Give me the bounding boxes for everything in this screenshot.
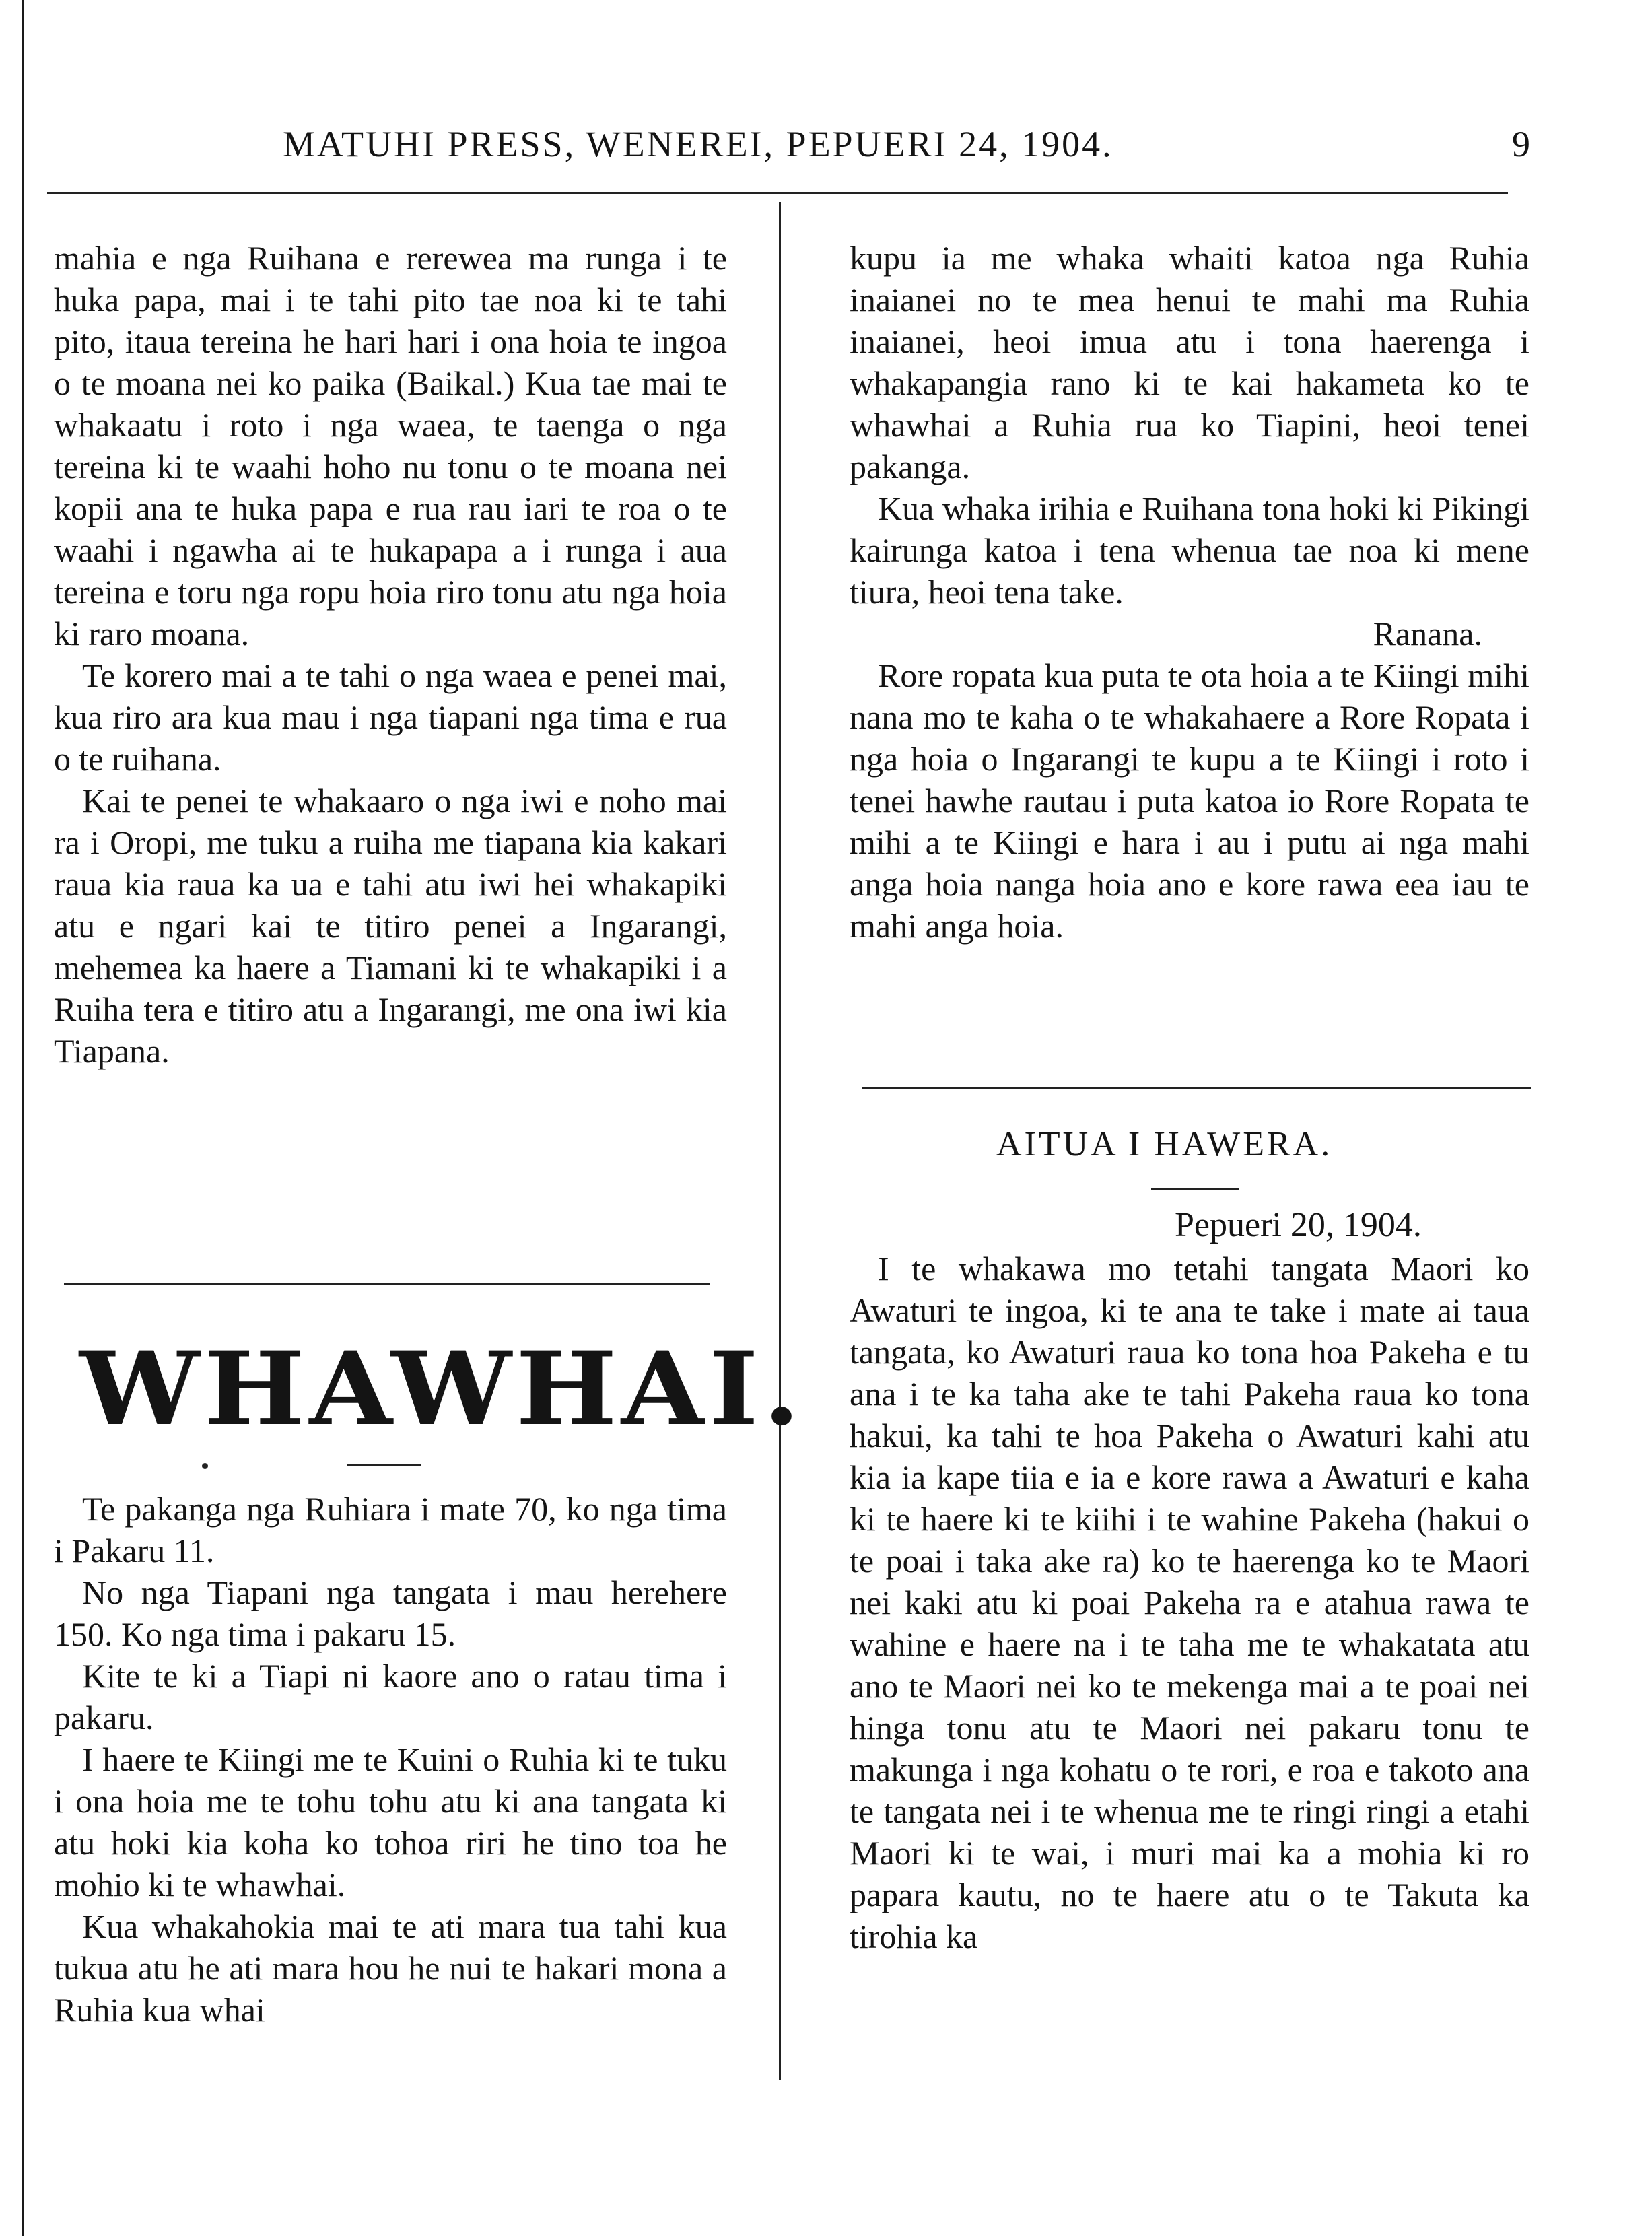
section-title-aitua: AITUA I HAWERA. [996, 1125, 1333, 1163]
left-column-article [54, 237, 727, 1072]
news-paragraph: Kua whakahokia mai te ati mara tua tahi kua tukua atu he ati mara hou he nui te hakari mona a Ruhia kua whai [54, 1907, 727, 2029]
news-paragraph: No nga Tiapani nga tangata i mau herehere 150. Ko nga tima i pakaru 15. [54, 1573, 727, 1653]
ornament-dot [202, 1463, 208, 1469]
left-column-war-news [54, 1488, 727, 2031]
dateline: Pepueri 20, 1904. [1175, 1206, 1422, 1244]
masthead: MATUHI PRESS, WENEREI, PEPUERI 24, 1904. [283, 124, 1113, 164]
article-signature: Ranana. [1373, 615, 1482, 652]
news-paragraph: Te pakanga nga Ruhiara i mate 70, ko nga tima i Pakaru 11. [54, 1490, 727, 1569]
article-paragraph: mahia e nga Ruihana e rerewea ma runga i te huka papa, mai i te tahi pito tae noa ki te tahi pito, itaua tereina he hari hari i ona hoia te ingoa o te moana nei ko paika (Baikal.) Kua tae mai te whakaatu i roto i nga waea, te taenga o nga tereina ki te waahi hoho nu tonu o te moana nei kopii ana te huka papa e rua rau iari te roa o te waahi i ngawha ai te hukapapa a i runga i aua tereina e toru nga ropu hoia riro tonu atu nga hoia ki raro moana. [54, 239, 727, 652]
right-column-aitua [850, 1248, 1529, 1957]
header-rule [47, 192, 1508, 194]
section-rule [64, 1283, 710, 1285]
article-paragraph: Te korero mai a te tahi o nga waea e penei mai, kua riro ara kua mau i nga tiapani nga tima e rua o te ruihana. [54, 656, 727, 778]
news-paragraph: I haere te Kiingi me te Kuini o Ruhia ki te tuku i ona hoia me te tohu tohu atu ki ana tangata ki atu hoki kia koha ko tohoa riri he tino toa he mohio ki te whawhai. [54, 1740, 727, 1903]
article-paragraph: Rore ropata kua puta te ota hoia a te Kiingi mihi nana mo te kaha o te whakahaere a Rore Ropata i nga hoia o Ingarangi te kupu a te Kiingi i roto i tenei hawhe rautau i puta katoa io Rore Ropata te mihi a te Kiingi e hara i au i putu ai nga mahi anga hoia nanga hoia ano e kore rawa eea iau te mahi anga hoia. [850, 656, 1529, 945]
page-number: 9 [1512, 124, 1530, 164]
news-paragraph: Kite te ki a Tiapi ni kaore ano o ratau tima i pakaru. [54, 1657, 727, 1736]
headline-whawhai: WHAWHAI. [79, 1330, 805, 1448]
column-divider [779, 202, 781, 2080]
article-paragraph: Kai te penei te whakaaro o nga iwi e noho mai ra i Oropi, me tuku a ruiha me tiapana kia kakari raua kia raua ka ua e tahi atu iwi hei whakapiki atu e ngari kai te titiro penei a Ingarangi, mehemea ka haere a Tiamani ki te whakapiki i a Ruiha tera e titiro atu a Ingarangi, me ona iwi kia Tiapana. [54, 782, 727, 1070]
article-paragraph: Kua whaka irihia e Ruihana tona hoki ki Pikingi kairunga katoa i tena whenua tae noa ki mene tiura, heoi tena take. [850, 489, 1529, 611]
news-paragraph: I te whakawa mo tetahi tangata Maori ko Awaturi te ingoa, ki te ana te take i mate ai taua tangata, ko Awaturi raua ko tona hoa Pakeha e tu ana i te ka taha ake te tahi Pakeha raua ko tona hakui, ka tahi te hoa Pakeha o Awaturi kahi atu kia ia kape tiia e ia e kore rawa a Awaturi e kaha ki te haere ki te kiihi i te wahine Pakeha (hakui o te poai i taka ake ra) ko te haerenga ko te Maori nei kaki atu ki poai Pakeha ra e atahua rawa te wahine e haere na i te taha me te whakatata atu ano te Maori nei ko te mekenga mai a te poai nei hinga tonu atu te Maori nei pakaru tonu te makunga i nga kohatu o te rori, e roa e takoto ana te tangata nei i te whenua me te ringi ringi a etahi Maori ki te wai, i muri mai ka a mohia ki ro papara kautu, no te haere atu o te Takuta ka tirohia ka [850, 1250, 1529, 1955]
right-column-article [850, 237, 1529, 947]
article-paragraph: kupu ia me whaka whaiti katoa nga Ruhia inaianei no te mea henui te mahi ma Ruhia inaianei, heoi imua atu i tona haerenga i whakapangia rano ki te kai hakameta ko te whawhai a Ruhia rua ko Tiapini, heoi tenei pakanga. [850, 239, 1529, 485]
headline-underline [347, 1464, 421, 1466]
page-left-border [22, 0, 24, 2236]
section-title-underline [1151, 1188, 1239, 1190]
section-rule [862, 1087, 1531, 1089]
